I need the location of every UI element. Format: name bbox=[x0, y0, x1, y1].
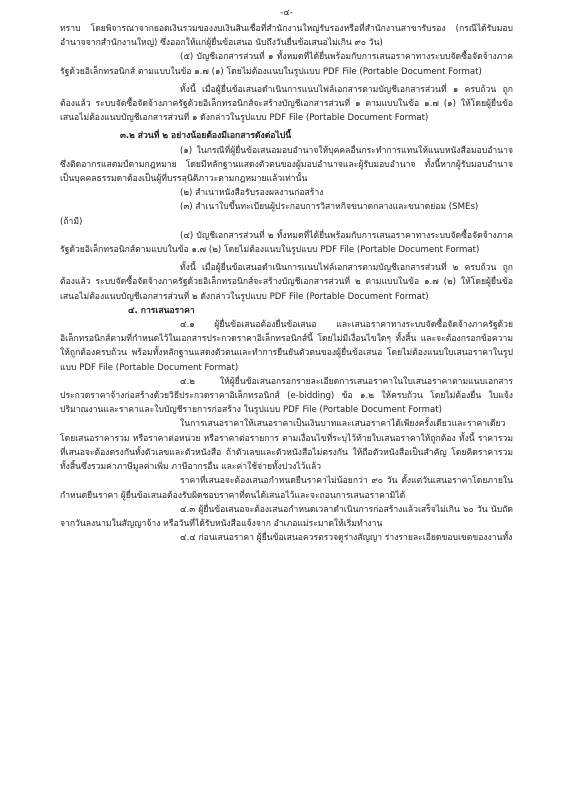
clause-4-1: ๔.๑ ผู้ยื่นข้อเสนอต้องยื่นข้อเสนอ และเสนอราคาทางระบบจัดซื้อจัดจ้างภาครัฐด้วยอิเล็กทรอนิกส์ตามที่กำหนดไว้ในเอกสารประกวดราคาอิเล็กทรอนิกส์นี้ โดยไม่มีเงื่อนไขใดๆ ทั้งสิ้น และจะต้องกรอกข้อความให้ถูกต้องครบถ้วน พร้อมทั้งหลักฐานแสดงตัวตนและทำการยืนยันตัวตนของผู้ยื่นข้อเสนอ โดยไม่ต้องแนบใบเสนอราคาในรูปแบบ PDF File (Portable Document Format) bbox=[60, 320, 513, 373]
item-3-sme-registration: (๓) สำเนาใบขึ้นทะเบียนผู้ประกอบการวิสาหกิจขนาดกลางและขนาดย่อม (SMEs) bbox=[180, 202, 479, 213]
item-5-document-list: (๕) บัญชีเอกสารส่วนที่ ๑ ทั้งหมดที่ได้ยื่นพร้อมกับการเสนอราคาทางระบบจัดซื้อจัดจ้างภาครัฐด้วยอิเล็กทรอนิกส์ ตามแบบในข้อ ๑.๗ (๑) โดยไม่ต้องแนบในรูปแบบ PDF File (Portable Document Format) bbox=[60, 52, 513, 77]
paragraph-financial-statement: ทราบ โดยพิจารณาจากยอดเงินรวมของงบเงินสินเชื่อที่สำนักงานใหญ่รับรองหรือที่สำนักงานสาขารับรอง (กรณีได้รับมอบอำนาจจากสำนักงานใหญ่) ซึ่งออกให้แก่ผู้ยื่นข้อเสนอ นับถึงวันยื่นข้อเสนอไม่เกิน ๙๐ วัน) bbox=[60, 24, 513, 49]
item-2-work-certificate: (๒) สำเนาหนังสือรับรองผลงานก่อสร้าง bbox=[180, 188, 324, 199]
section-3-2-heading: ๓.๒ ส่วนที่ ๒ อย่างน้อยต้องมีเอกสารดังต่อไปนี้ bbox=[120, 131, 292, 142]
item-3-if-any: (ถ้ามี) bbox=[60, 216, 83, 227]
paragraph-pricing-rules: ในการเสนอราคาให้เสนอราคาเป็นเงินบาทและเสนอราคาได้เพียงครั้งเดียวและราคาเดียว โดยเสนอราคารวม หรือราคาต่อหน่วย หรือราคาต่อรายการ ตามเงื่อนไขที่ระบุไว้ท้ายใบเสนอราคาให้ถูกต้อง ทั้งนี้ ราคารวมที่เสนอจะต้องตรงกันทั้งตัวเลขและตัวหนังสือ ถ้าตัวเลขและตัวหนังสือไม่ตรงกัน ให้ถือตัวหนังสือเป็นสำคัญ โดยคิดราคารวมทั้งสิ้นซึ่งรวมค่าภาษีมูลค่าเพิ่ม ภาษีอากรอื่น และค่าใช้จ่ายทั้งปวงไว้แล้ว bbox=[60, 419, 513, 473]
paragraph-part1-note: ทั้งนี้ เมื่อผู้ยื่นข้อเสนอดำเนินการแนบไฟล์เอกสารตามบัญชีเอกสารส่วนที่ ๑ ครบถ้วน ถูกต้องแล้ว ระบบจัดซื้อจัดจ้างภาครัฐด้วยอิเล็กทรอนิกส์จะสร้างบัญชีเอกสารส่วนที่ ๑ ตามแบบในข้อ ๑.๗ (๑) ให้โดยผู้ยื่นข้อเสนอไม่ต้องแนบบัญชีเอกสารส่วนที่ ๑ ดังกล่าวในรูปแบบ PDF File (Portable Document Format) bbox=[60, 84, 513, 124]
paragraph-price-validity: ราคาที่เสนอจะต้องเสนอกำหนดยืนราคาไม่น้อยกว่า ๙๐ วัน ตั้งแต่วันเสนอราคาโดยภายในกำหนดยืนราคา ผู้ยื่นข้อเสนอต้องรับผิดชอบราคาที่ตนได้เสนอไว้และจะถอนการเสนอราคามิได้ bbox=[60, 476, 513, 501]
page-number: -๔- bbox=[280, 8, 293, 18]
item-1-power-of-attorney: (๑) ในกรณีที่ผู้ยื่นข้อเสนอมอบอำนาจให้บุคคลอื่นกระทำการแทนให้แนบหนังสือมอบอำนาจซึ่งติดอากรแสตมป์ตามกฎหมาย โดยมีหลักฐานแสดงตัวตนของผู้มอบอำนาจและผู้รับมอบอำนาจ ทั้งนี้หากผู้รับมอบอำนาจเป็นบุคคลธรรมดาต้องเป็นผู้ที่บรรลุนิติภาวะตามกฎหมายแล้วเท่านั้น bbox=[60, 145, 513, 185]
paragraph-part2-note: ทั้งนี้ เมื่อผู้ยื่นข้อเสนอดำเนินการแนบไฟล์เอกสารตามบัญชีเอกสารส่วนที่ ๒ ครบถ้วน ถูกต้องแล้ว ระบบจัดซื้อจัดจ้างภาครัฐด้วยอิเล็กทรอนิกส์จะสร้างบัญชีเอกสารส่วนที่ ๒ ตามแบบในข้อ ๑.๗ (๒) ให้โดยผู้ยื่นข้อเสนอไม่ต้องแนบบัญชีเอกสารส่วนที่ ๒ ดังกล่าวในรูปแบบ PDF File (Portable Document Format) bbox=[60, 263, 513, 302]
clause-4-2: ๔.๒ ให้ผู้ยื่นข้อเสนอกรอกรายละเอียดการเสนอราคาในใบเสนอราคาตามแนบเอกสารประกวดราคาจ้างก่อสร้างด้วยวิธีประกวดราคาอิเล็กทรอนิกส์ (e-bidding) ข้อ ๑.๒ ให้ครบถ้วน โดยไม่ต้องยื่น ใบแจ้งปริมาณงานและราคาและใบบัญชีรายการก่อสร้าง ในรูปแบบ PDF File (Portable Document Format) bbox=[60, 376, 513, 416]
item-4-document-list: (๔) บัญชีเอกสารส่วนที่ ๒ ทั้งหมดที่ได้ยื่นพร้อมกับการเสนอราคาทางระบบจัดซื้อจัดจ้างภาครัฐด้วยอิเล็กทรอนิกส์ตามแบบในข้อ ๑.๗ (๒) โดยไม่ต้องแนบในรูปแบบ PDF File (Portable Document Format) bbox=[60, 230, 513, 256]
section-4-heading: ๔. การเสนอราคา bbox=[128, 305, 195, 316]
clause-4-4: ๔.๔ ก่อนเสนอราคา ผู้ยื่นข้อเสนอควรตรวจดูร่างสัญญา ร่างรายละเอียดขอบเขตของงานทั้ง bbox=[180, 533, 513, 544]
clause-4-3: ๔.๓ ผู้ยื่นข้อเสนอจะต้องเสนอกำหนดเวลาดำเนินการก่อสร้างแล้วเสร็จไม่เกิน ๖๐ วัน นับถัดจากวันลงนามในสัญญาจ้าง หรือวันที่ได้รับหนังสือแจ้งจาก อำเภอแม่ระมาดให้เริ่มทำงาน bbox=[60, 504, 513, 529]
